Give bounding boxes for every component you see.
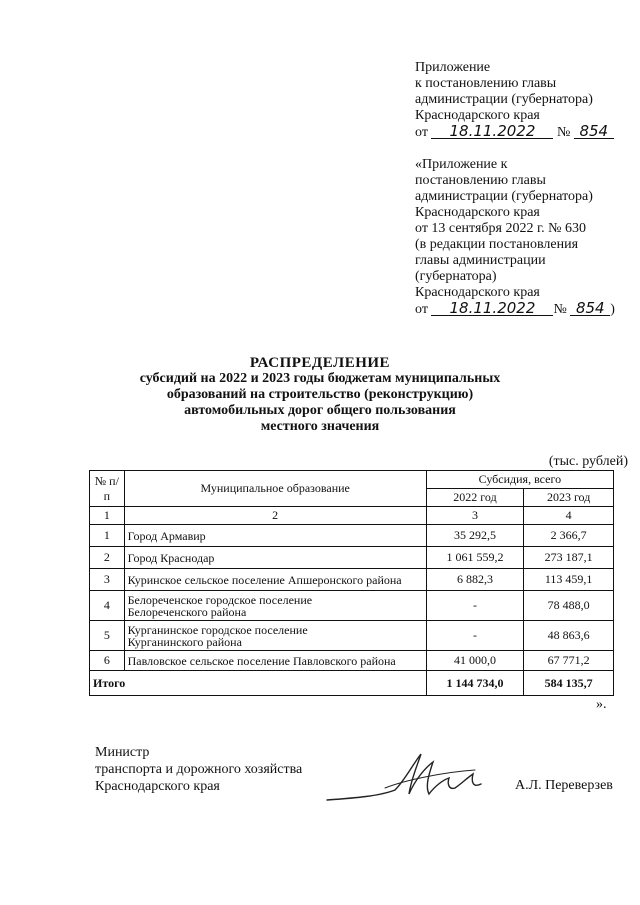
table-total-row — [90, 671, 614, 696]
row-value-2023: 78 488,0 — [524, 591, 614, 621]
row-municipality — [124, 621, 426, 651]
table-row — [90, 591, 614, 621]
signatory-name: А.Л. Переверзев — [515, 778, 613, 793]
closing-paren: ) — [610, 302, 615, 317]
row-number: 5 — [90, 621, 125, 651]
subsidy-table — [89, 470, 614, 696]
annex-quote-line: постановлению главы — [415, 173, 546, 188]
row-value-2022: 35 292,5 — [426, 525, 524, 547]
document-title — [100, 355, 540, 435]
annex-quote — [415, 157, 635, 318]
handwritten-number: 854 — [570, 301, 610, 316]
annex-quote-line: администрации (губернатора) — [415, 189, 593, 204]
total-label: Итого — [90, 671, 427, 696]
units-label: (тыс. рублей) — [548, 454, 628, 469]
row-municipality: Город Армавир — [124, 525, 426, 547]
table-header-row — [90, 471, 614, 489]
handwritten-date: 18.11.2022 — [431, 124, 553, 139]
row-value-2023: 2 366,7 — [524, 525, 614, 547]
annex-quote-line: «Приложение к — [415, 157, 508, 172]
row-value-2022: 1 061 559,2 — [426, 547, 524, 569]
annex-quote-date-line — [415, 301, 635, 318]
col-number: 2 — [124, 507, 426, 525]
column-number-row — [90, 507, 614, 525]
signatory-line: Министр — [95, 745, 150, 760]
handwritten-signature-icon — [325, 750, 495, 808]
annex-quote-line: Краснодарского края — [415, 205, 540, 220]
title-line: автомобильных дорог общего пользования — [184, 403, 456, 418]
row-value-2022: - — [426, 591, 524, 621]
annex-header-date-line — [415, 124, 635, 141]
row-municipality-line: Курганинское городское поселение — [127, 622, 308, 637]
annex-quote-line: от 13 сентября 2022 г. № 630 — [415, 221, 586, 236]
table-row — [90, 547, 614, 569]
row-municipality-line: Курганинского района — [127, 634, 242, 649]
total-value-2023: 584 135,7 — [524, 671, 614, 696]
col-number: 1 — [90, 507, 125, 525]
row-municipality: Город Краснодар — [124, 547, 426, 569]
col-header-2022: 2022 год — [426, 489, 524, 507]
annex-quote-line: (губернатора) — [415, 269, 497, 284]
annex-header-line: к постановлению главы — [415, 76, 557, 91]
row-value-2023: 48 863,6 — [524, 621, 614, 651]
date-prefix: от — [415, 302, 428, 317]
handwritten-number: 854 — [574, 124, 614, 139]
table-row — [90, 569, 614, 591]
annex-quote-line: главы администрации — [415, 253, 546, 268]
row-value-2022: 41 000,0 — [426, 651, 524, 671]
annex-header-line: администрации (губернатора) — [415, 92, 593, 107]
title-line: образований на строительство (реконструкцию) — [166, 387, 474, 402]
signatory-line: Краснодарского края — [95, 779, 220, 794]
title-line: субсидий на 2022 и 2023 годы бюджетам муниципальных — [139, 371, 501, 386]
col-header-subsidy: Субсидия, всего — [426, 471, 613, 489]
handwritten-date: 18.11.2022 — [431, 301, 553, 316]
row-value-2022: 6 882,3 — [426, 569, 524, 591]
table-row — [90, 525, 614, 547]
title-heading: РАСПРЕДЕЛЕНИЕ — [249, 355, 391, 371]
row-municipality-line: Белореченское городское поселение — [127, 592, 313, 607]
row-number: 1 — [90, 525, 125, 547]
row-number: 6 — [90, 651, 125, 671]
row-number: 3 — [90, 569, 125, 591]
row-number: 2 — [90, 547, 125, 569]
row-municipality — [124, 591, 426, 621]
row-value-2023: 273 187,1 — [524, 547, 614, 569]
table-row — [90, 621, 614, 651]
row-municipality-line: Белореченского района — [127, 604, 247, 619]
signatory-line: транспорта и дорожного хозяйства — [95, 762, 303, 777]
row-value-2023: 113 459,1 — [524, 569, 614, 591]
col-header-num: № п/п — [90, 471, 125, 507]
number-prefix: № — [553, 302, 567, 317]
closing-quote: ». — [596, 697, 607, 712]
number-prefix: № — [556, 125, 571, 140]
row-municipality: Куринское сельское поселение Апшеронского района — [124, 569, 426, 591]
annex-quote-line: (в редакции постановления — [415, 237, 579, 252]
col-header-2023: 2023 год — [524, 489, 614, 507]
row-municipality: Павловское сельское поселение Павловского района — [124, 651, 426, 671]
row-number: 4 — [90, 591, 125, 621]
row-value-2022: - — [426, 621, 524, 651]
table-row — [90, 651, 614, 671]
date-prefix: от — [415, 125, 428, 140]
title-line: местного значения — [260, 419, 380, 434]
annex-quote-line: Краснодарского края — [415, 285, 540, 300]
annex-header-line: Приложение — [415, 60, 491, 75]
signatory-position — [95, 744, 302, 795]
annex-header-line: Краснодарского края — [415, 108, 540, 123]
col-header-municipality: Муниципальное образование — [124, 471, 426, 507]
col-number: 3 — [426, 507, 524, 525]
row-value-2023: 67 771,2 — [524, 651, 614, 671]
annex-header — [415, 60, 635, 141]
col-number: 4 — [524, 507, 614, 525]
total-value-2022: 1 144 734,0 — [426, 671, 524, 696]
